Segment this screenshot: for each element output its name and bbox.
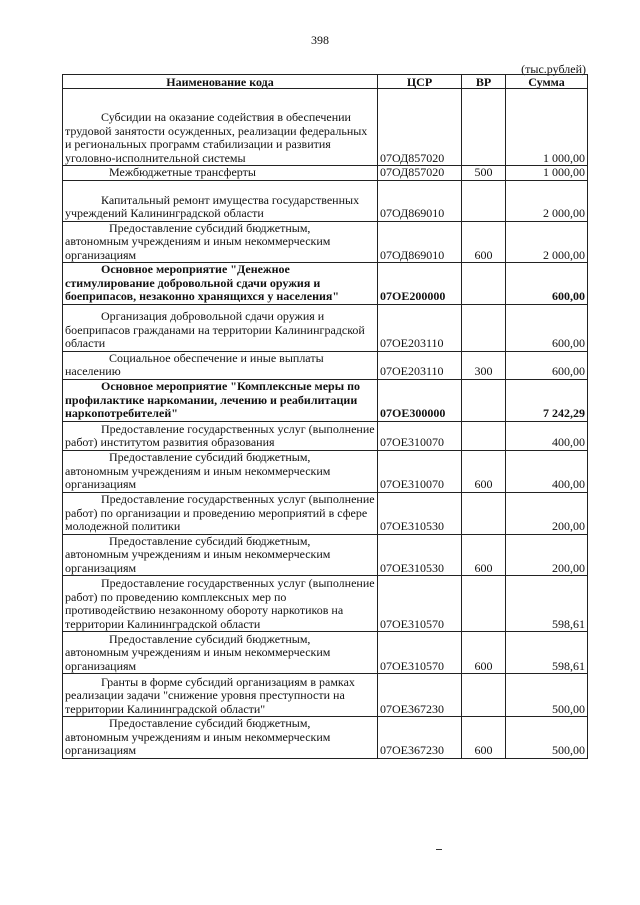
page-mark xyxy=(436,849,442,850)
row-name-cell xyxy=(63,180,378,221)
budget-table xyxy=(62,74,588,759)
row-name-cell xyxy=(63,717,378,759)
row-vr: 600 xyxy=(462,632,506,674)
row-sum: 1 000,00 xyxy=(506,166,588,181)
row-csr: 07ОЕ310530 xyxy=(378,534,462,576)
row-sum: 500,00 xyxy=(506,674,588,717)
row-vr: 300 xyxy=(462,351,506,379)
row-name: Предоставление государственных услуг (выполнение работ) по проведению комплексных мер по противодействию незаконному обороту наркотиков на территории Калининградской области xyxy=(65,576,375,631)
table-row xyxy=(63,492,588,534)
row-name-cell xyxy=(63,89,378,166)
row-name-cell xyxy=(63,674,378,717)
row-name-cell xyxy=(63,492,378,534)
row-sum: 400,00 xyxy=(506,450,588,492)
row-csr: 07ОД869010 xyxy=(378,180,462,221)
table-row xyxy=(63,421,588,450)
row-sum: 200,00 xyxy=(506,492,588,534)
row-sum: 2 000,00 xyxy=(506,180,588,221)
table-row xyxy=(63,576,588,632)
header-vr: ВР xyxy=(462,75,506,89)
row-vr xyxy=(462,379,506,421)
table-row xyxy=(63,304,588,351)
row-name-cell xyxy=(63,421,378,450)
row-sum: 600,00 xyxy=(506,263,588,305)
row-vr xyxy=(462,180,506,221)
table-row xyxy=(63,89,588,166)
table-row xyxy=(63,379,588,421)
table-body xyxy=(63,89,588,759)
row-name: Предоставление субсидий бюджетным, автономным учреждениям и иным некоммерческим организациям xyxy=(65,450,331,491)
row-csr: 07ОЕ203110 xyxy=(378,351,462,379)
row-vr xyxy=(462,304,506,351)
row-name: Организация добровольной сдачи оружия и боеприпасов гражданами на территории Калининградской области xyxy=(65,309,365,350)
row-name: Предоставление государственных услуг (выполнение работ) институтом развития образования xyxy=(65,421,375,449)
header-csr: ЦСР xyxy=(378,75,462,89)
row-name: Капитальный ремонт имущества государственных учреждений Калининградской области xyxy=(65,192,360,220)
table-row xyxy=(63,632,588,674)
row-name: Предоставление субсидий бюджетным, автономным учреждениям и иным некоммерческим организациям xyxy=(65,716,331,757)
row-name: Предоставление субсидий бюджетным, автономным учреждениям и иным некоммерческим организациям xyxy=(65,221,331,262)
row-csr: 07ОЕ310530 xyxy=(378,492,462,534)
row-name: Предоставление субсидий бюджетным, автономным учреждениям и иным некоммерческим организациям xyxy=(65,534,331,575)
row-name-cell xyxy=(63,166,378,181)
row-sum: 400,00 xyxy=(506,421,588,450)
row-vr xyxy=(462,89,506,166)
row-sum: 2 000,00 xyxy=(506,221,588,263)
row-csr: 07ОД857020 xyxy=(378,166,462,181)
row-vr: 500 xyxy=(462,166,506,181)
row-name-cell xyxy=(63,304,378,351)
units-label: (тыс.рублей) xyxy=(521,62,586,76)
row-csr: 07ОЕ367230 xyxy=(378,717,462,759)
table-row xyxy=(63,534,588,576)
row-name-cell xyxy=(63,450,378,492)
table-row xyxy=(63,351,588,379)
row-name-cell xyxy=(63,351,378,379)
row-name: Социальное обеспечение и иные выплаты населению xyxy=(65,351,324,378)
row-vr: 600 xyxy=(462,717,506,759)
row-csr: 07ОЕ367230 xyxy=(378,674,462,717)
row-name-cell xyxy=(63,632,378,674)
row-name: Межбюджетные трансферты xyxy=(109,165,256,179)
table-row xyxy=(63,180,588,221)
row-name: Предоставление субсидий бюджетным, автономным учреждениям и иным некоммерческим организациям xyxy=(65,631,331,673)
row-csr: 07ОЕ300000 xyxy=(378,379,462,421)
row-name: Субсидии на оказание содействия в обеспечении трудовой занятости осужденных, реализации федеральных и региональных программ стабилизации и развития уголовно-исполнительной системы xyxy=(65,110,368,165)
row-sum: 7 242,29 xyxy=(506,379,588,421)
table-row xyxy=(63,450,588,492)
row-sum: 600,00 xyxy=(506,351,588,379)
row-csr: 07ОЕ203110 xyxy=(378,304,462,351)
row-csr: 07ОД857020 xyxy=(378,89,462,166)
row-sum: 500,00 xyxy=(506,717,588,759)
row-sum: 598,61 xyxy=(506,632,588,674)
row-name-cell xyxy=(63,576,378,632)
row-csr: 07ОЕ310570 xyxy=(378,632,462,674)
header-name: Наименование кода xyxy=(63,75,378,89)
row-name-cell xyxy=(63,221,378,263)
row-csr: 07ОЕ310070 xyxy=(378,450,462,492)
row-sum: 598,61 xyxy=(506,576,588,632)
row-csr: 07ОЕ310570 xyxy=(378,576,462,632)
table-row xyxy=(63,263,588,305)
table-row xyxy=(63,166,588,181)
row-sum: 200,00 xyxy=(506,534,588,576)
row-vr xyxy=(462,421,506,450)
row-name-cell xyxy=(63,263,378,305)
row-vr xyxy=(462,263,506,305)
row-vr xyxy=(462,492,506,534)
row-name-cell xyxy=(63,534,378,576)
row-name: Основное мероприятие "Комплексные меры по профилактике наркомании, лечению и реабилитации наркопотребителей" xyxy=(65,379,360,420)
row-vr xyxy=(462,576,506,632)
row-csr: 07ОЕ310070 xyxy=(378,421,462,450)
table-row xyxy=(63,717,588,759)
row-name: Основное мероприятие "Денежное стимулирование добровольной сдачи оружия и боеприпасов, незаконно хранящихся у населения" xyxy=(65,262,340,303)
row-name: Предоставление государственных услуг (выполнение работ) по организации и проведению мероприятий в сфере молодежной политики xyxy=(65,492,375,533)
table-header-row xyxy=(63,75,588,89)
row-vr: 600 xyxy=(462,221,506,263)
row-vr: 600 xyxy=(462,534,506,576)
row-sum: 600,00 xyxy=(506,304,588,351)
table-row xyxy=(63,221,588,263)
row-csr: 07ОД869010 xyxy=(378,221,462,263)
page-number: 398 xyxy=(311,33,329,47)
row-sum: 1 000,00 xyxy=(506,89,588,166)
row-csr: 07ОЕ200000 xyxy=(378,263,462,305)
row-vr: 600 xyxy=(462,450,506,492)
row-name: Гранты в форме субсидий организациям в рамках реализации задачи "снижение уровня преступности на территории Калининградской области" xyxy=(65,674,355,716)
row-vr xyxy=(462,674,506,717)
table-row xyxy=(63,674,588,717)
row-name-cell xyxy=(63,379,378,421)
header-sum: Сумма xyxy=(506,75,588,89)
